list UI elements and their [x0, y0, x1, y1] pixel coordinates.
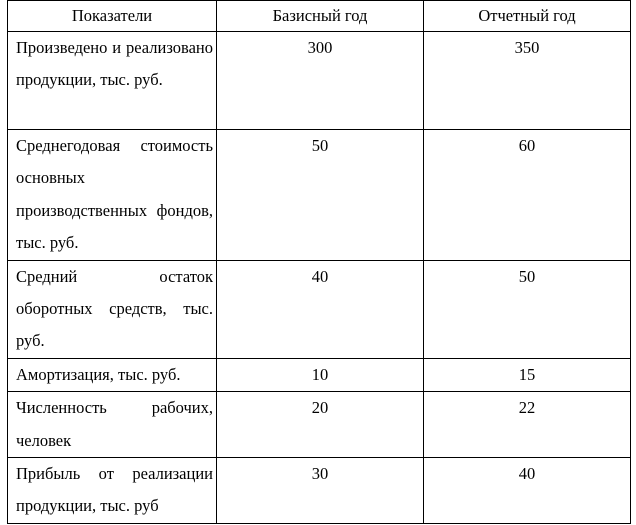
report-year-value: 22 — [424, 392, 631, 458]
header-indicators: Показатели — [8, 1, 217, 32]
base-year-value: 30 — [217, 458, 424, 524]
header-base-year: Базисный год — [217, 1, 424, 32]
header-report-year: Отчетный год — [424, 1, 631, 32]
indicator-cell: Средний остаток оборотных средств, тыс. руб. — [8, 260, 217, 358]
report-year-value: 60 — [424, 130, 631, 261]
table-header-row — [8, 1, 631, 32]
table-row — [8, 392, 631, 458]
report-year-value: 50 — [424, 260, 631, 358]
table-row — [8, 358, 631, 391]
report-year-value: 40 — [424, 458, 631, 524]
indicator-cell: Прибыль от реализации продукции, тыс. руб — [8, 458, 217, 524]
indicator-cell: Среднегодовая стоимость основных производственных фондов, тыс. руб. — [8, 130, 217, 261]
table-row — [8, 458, 631, 524]
indicators-table — [7, 0, 631, 524]
table-row — [8, 130, 631, 261]
indicator-cell: Произведено и реализовано продукции, тыс. руб. — [8, 32, 217, 130]
table-row — [8, 260, 631, 358]
report-year-value: 350 — [424, 32, 631, 130]
base-year-value: 20 — [217, 392, 424, 458]
indicator-cell: Численность рабочих, человек — [8, 392, 217, 458]
table-row — [8, 32, 631, 130]
base-year-value: 50 — [217, 130, 424, 261]
base-year-value: 300 — [217, 32, 424, 130]
report-year-value: 15 — [424, 358, 631, 391]
indicator-cell: Амортизация, тыс. руб. — [8, 358, 217, 391]
base-year-value: 40 — [217, 260, 424, 358]
base-year-value: 10 — [217, 358, 424, 391]
